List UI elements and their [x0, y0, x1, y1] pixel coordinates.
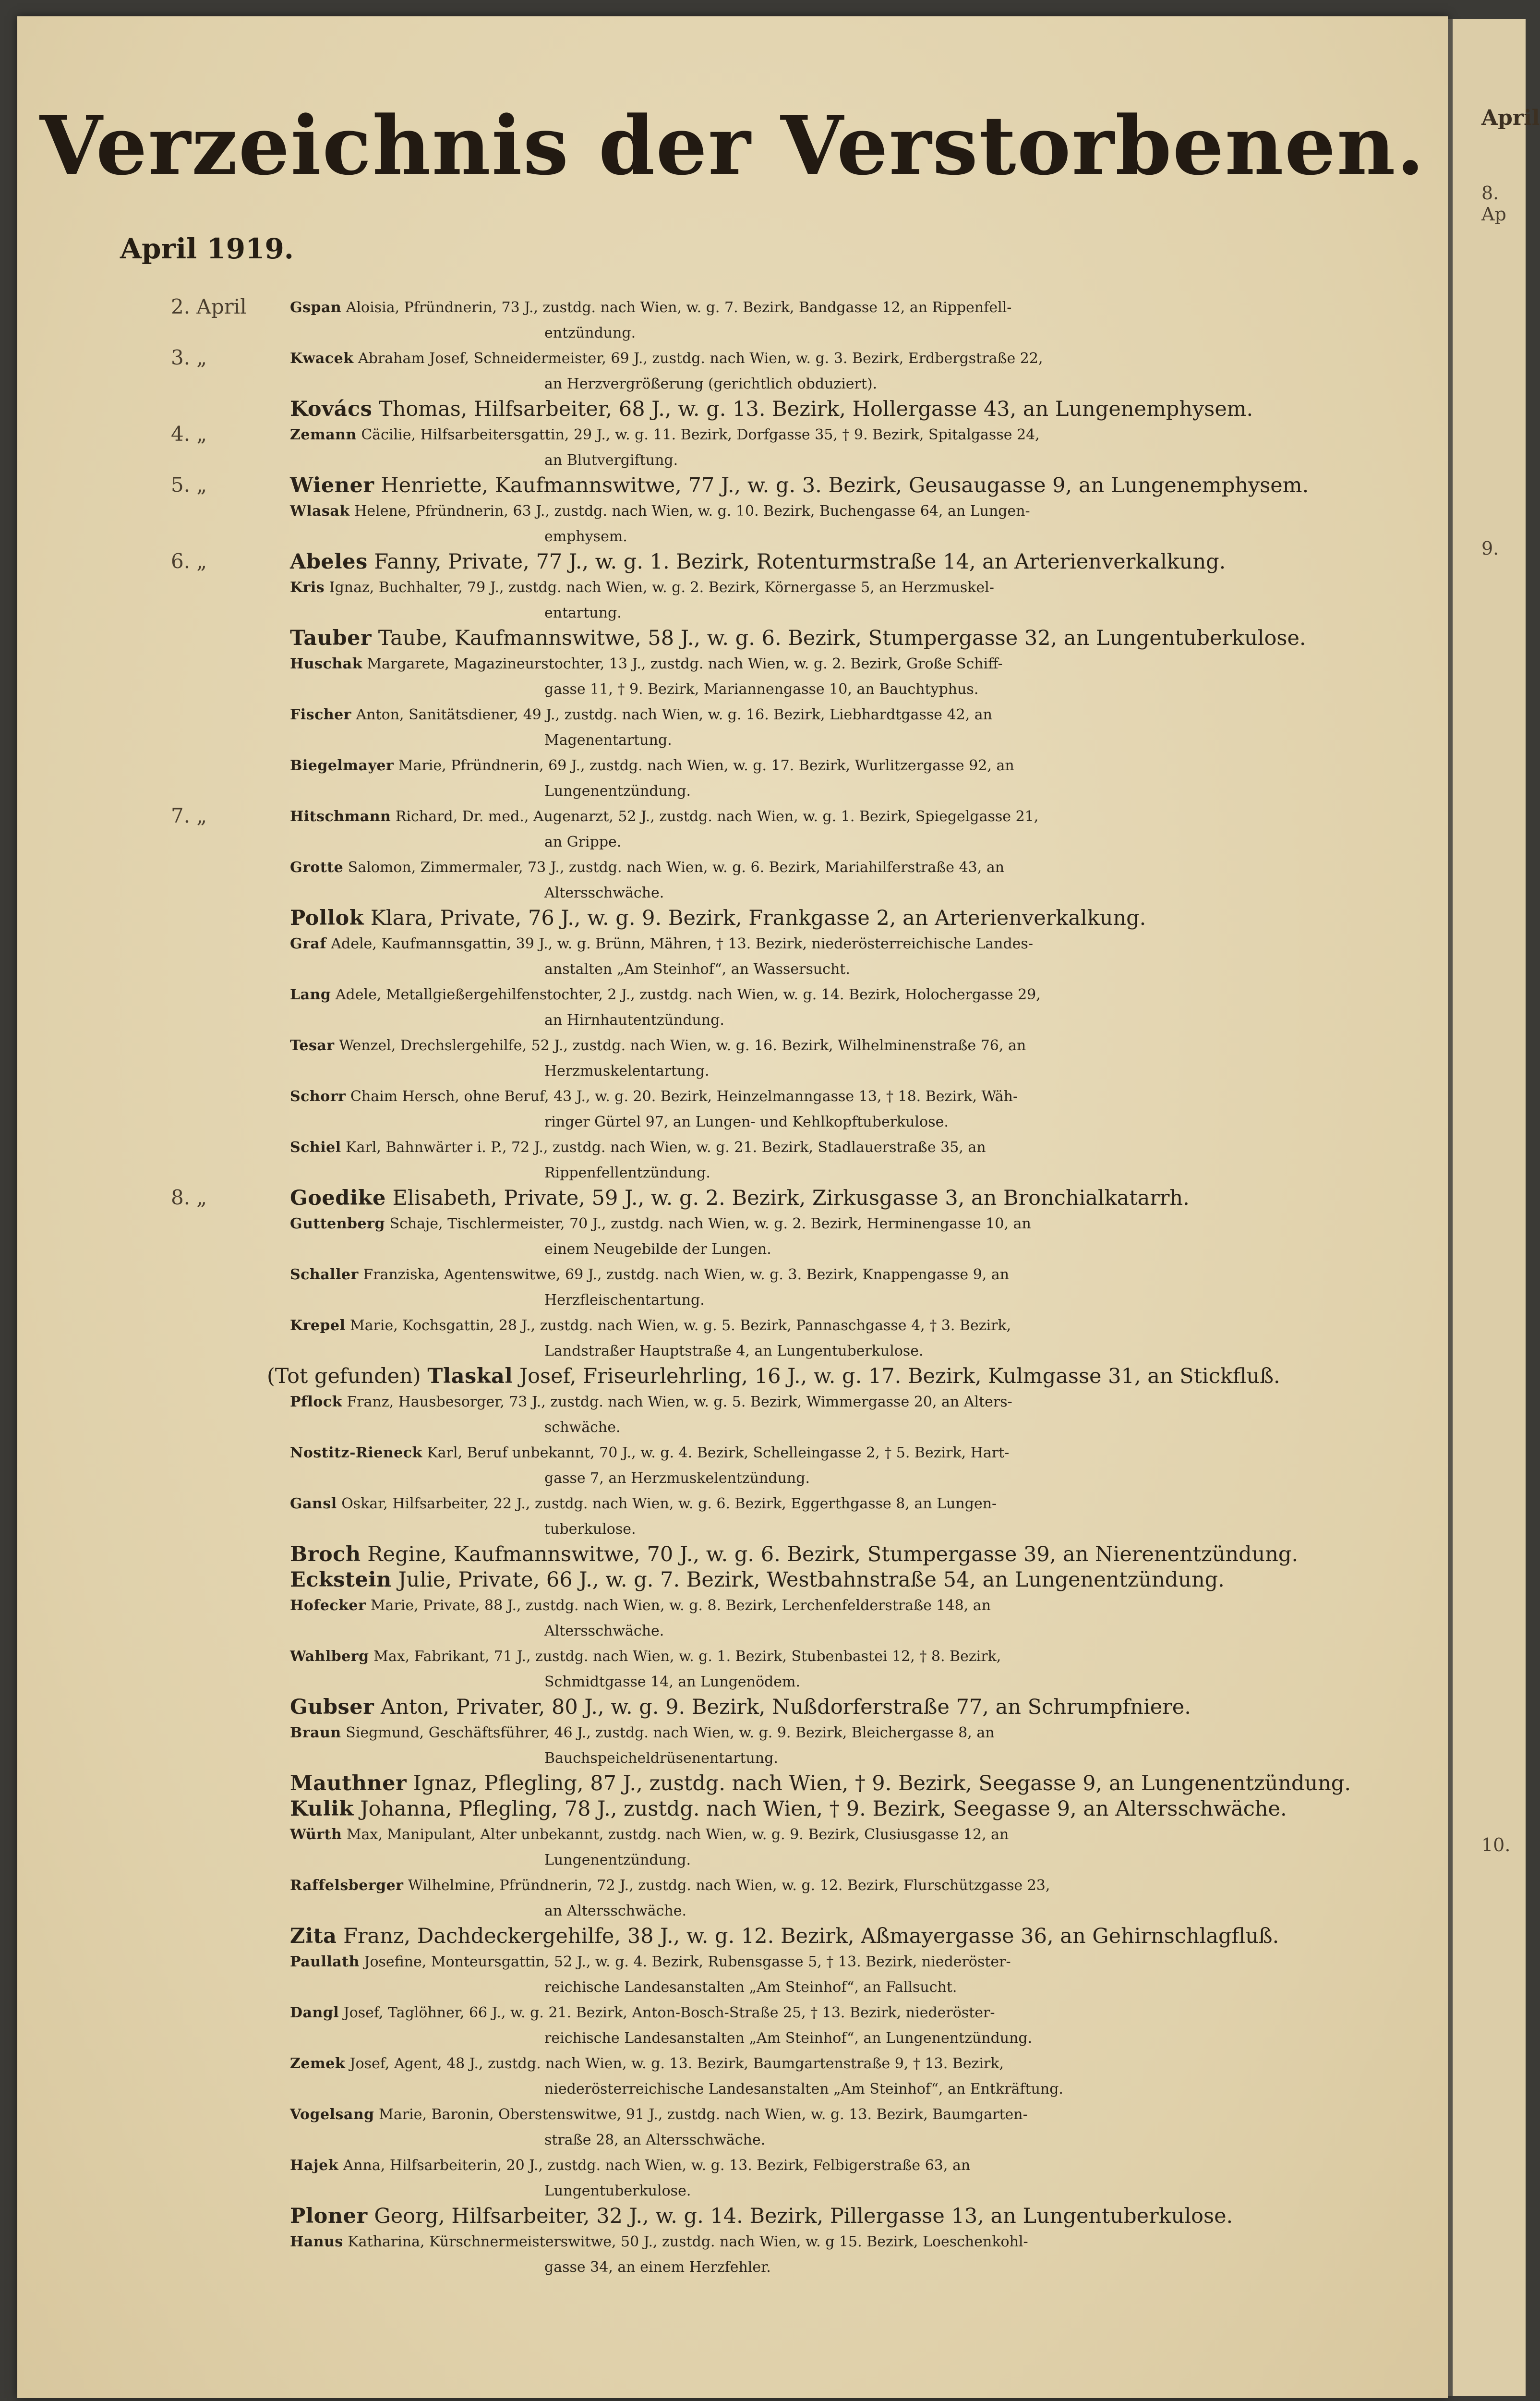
entry-continuation: reichische Landesanstalten „Am Steinhof“, an Lungenentzündung. [544, 2030, 1033, 2047]
deceased-surname: Würth [290, 1826, 342, 1843]
entry-prefix: (Tot gefunden) [267, 1364, 421, 1388]
entry-date: 5. „ [171, 473, 207, 497]
register-entry [290, 575, 1437, 626]
deceased-surname: Wiener [290, 473, 374, 497]
entry-details: Johanna, Pflegling, 78 J., zustdg. nach Wien, † 9. Bezirk, Seegasse 9, an Altersschwäche. [360, 1797, 1287, 1821]
entry-details: Wilhelmine, Pfründnerin, 72 J., zustdg. nach Wien, w. g. 12. Bezirk, Flurschützgasse 23, [408, 1877, 1050, 1894]
entry-details: Ignaz, Buchhalter, 79 J., zustdg. nach Wien, w. g. 2. Bezirk, Körnergasse 5, an Herzmuskel- [329, 579, 994, 596]
deceased-surname: Guttenberg [290, 1215, 385, 1232]
register-entry [290, 346, 1437, 397]
entry-details: Richard, Dr. med., Augenarzt, 52 J., zustdg. nach Wien, w. g. 1. Bezirk, Spiegelgasse 21, [395, 808, 1039, 825]
deceased-surname: Tesar [290, 1037, 335, 1054]
deceased-surname: Wahlberg [290, 1648, 369, 1665]
entry-details: Fanny, Private, 77 J., w. g. 1. Bezirk, Rotenturmstraße 14, an Arterienverkalkung. [374, 550, 1226, 574]
deceased-surname: Abeles [290, 550, 368, 574]
deceased-surname: Hanus [290, 2233, 343, 2250]
deceased-surname: Braun [290, 1724, 341, 1741]
deceased-surname: Zemann [290, 426, 357, 443]
entry-continuation: gasse 7, an Herzmuskelentzündung. [544, 1470, 810, 1487]
entry-details: Henriette, Kaufmannswitwe, 77 J., w. g. 3. Bezirk, Geusaugasse 9, an Lungenemphysem. [381, 473, 1309, 497]
entry-continuation: Lungenentzündung. [544, 1852, 691, 1868]
register-entry [290, 1491, 1437, 1542]
entry-details: Katharina, Kürschnermeisterswitwe, 50 J., zustdg. nach Wien, w. g 15. Bezirk, Loeschenkohl- [348, 2233, 1028, 2250]
entry-continuation: Lungenentzündung. [544, 783, 691, 800]
register-entry [290, 1313, 1437, 1364]
entry-details: Elisabeth, Private, 59 J., w. g. 2. Bezirk, Zirkusgasse 3, an Bronchialkatarrh. [392, 1186, 1190, 1210]
entry-details: Anna, Hilfsarbeiterin, 20 J., zustdg. nach Wien, w. g. 13. Bezirk, Felbigerstraße 63, an [343, 2157, 971, 2174]
register-entry [290, 1542, 1437, 1567]
entry-details: Max, Fabrikant, 71 J., zustdg. nach Wien, w. g. 1. Bezirk, Stubenbastei 12, † 8. Bezirk, [373, 1648, 1001, 1665]
entry-details: Chaim Hersch, ohne Beruf, 43 J., w. g. 20. Bezirk, Heinzelmanngasse 13, † 18. Bezirk, Wäh- [350, 1088, 1018, 1105]
register-entry [290, 906, 1437, 931]
register-entry [290, 1771, 1437, 1796]
register-entry [290, 855, 1437, 906]
register-entry [290, 1822, 1437, 1873]
entry-continuation: emphysem. [544, 528, 627, 545]
entry-details: Josefine, Monteursgattin, 52 J., w. g. 4. Bezirk, Rubensgasse 5, † 13. Bezirk, niederöster- [364, 1953, 1011, 1970]
month-heading: April 1919. [120, 232, 294, 265]
register-entry [290, 1949, 1437, 2000]
register-entry [290, 804, 1437, 855]
register-entry [290, 549, 1437, 575]
entry-details: Marie, Kochsgattin, 28 J., zustdg. nach Wien, w. g. 5. Bezirk, Pannaschgasse 4, † 3. Bezirk, [349, 1317, 1011, 1334]
deceased-surname: Huschak [290, 655, 362, 672]
deceased-surname: Paullath [290, 1953, 360, 1970]
register-entry [290, 1720, 1437, 1771]
entry-continuation: ringer Gürtel 97, an Lungen- und Kehlkopftuberkulose. [544, 1114, 949, 1130]
entry-details: Josef, Agent, 48 J., zustdg. nach Wien, w. g. 13. Bezirk, Baumgartenstraße 9, † 13. Bezirk, [349, 2055, 1004, 2072]
entry-continuation: Herzfleischentartung. [544, 1292, 705, 1309]
register-entry [290, 1796, 1437, 1822]
register-entry [290, 2153, 1437, 2204]
entry-continuation: an Grippe. [544, 834, 622, 850]
entry-details: Josef, Taglöhner, 66 J., w. g. 21. Bezirk, Anton-Bosch-Straße 25, † 13. Bezirk, niederöster- [343, 2004, 995, 2021]
entry-continuation: an Blutvergiftung. [544, 452, 678, 469]
entry-details: Karl, Bahnwärter i. P., 72 J., zustdg. nach Wien, w. g. 21. Bezirk, Stadlauerstraße 35, an [346, 1139, 986, 1156]
entry-continuation: entzündung. [544, 325, 636, 341]
register-entry [290, 1695, 1437, 1720]
entry-date: 8. „ [171, 1186, 207, 1209]
adjacent-page-heading: April [1481, 106, 1540, 130]
deceased-surname: Gspan [290, 299, 342, 316]
register-entry [290, 1135, 1437, 1186]
entry-date: 4. „ [171, 422, 207, 446]
entry-details: Anton, Privater, 80 J., w. g. 9. Bezirk, Nußdorferstraße 77, an Schrumpfniere. [380, 1695, 1191, 1719]
deceased-surname: Grotte [290, 859, 344, 876]
register-entry [290, 1084, 1437, 1135]
register-entry [290, 2102, 1437, 2153]
adjacent-page-edge [1448, 19, 1540, 2396]
entry-details: Karl, Beruf unbekannt, 70 J., w. g. 4. Bezirk, Schelleingasse 2, † 5. Bezirk, Hart- [427, 1444, 1010, 1461]
entry-continuation: an Altersschwäche. [544, 1903, 687, 1919]
register-entry [290, 1440, 1437, 1491]
deceased-surname: Kwacek [290, 350, 354, 367]
deceased-surname: Raffelsberger [290, 1877, 404, 1894]
adjacent-page-date: 8. Ap [1481, 182, 1506, 225]
deceased-surname: Schorr [290, 1088, 346, 1105]
entry-date: 6. „ [171, 549, 207, 573]
entry-continuation: einem Neugebilde der Lungen. [544, 1241, 771, 1258]
deceased-surname: Krepel [290, 1317, 346, 1334]
entry-details: Taube, Kaufmannswitwe, 58 J., w. g. 6. Bezirk, Stumpergasse 32, an Lungentuberkulose. [378, 626, 1306, 650]
adjacent-page-date: 10. [1481, 1834, 1511, 1855]
deceased-surname: Zemek [290, 2055, 346, 2072]
entry-details: Siegmund, Geschäftsführer, 46 J., zustdg. nach Wien, w. g. 9. Bezirk, Bleichergasse 8, an [346, 1724, 995, 1741]
entry-details: Anton, Sanitätsdiener, 49 J., zustdg. nach Wien, w. g. 16. Bezirk, Liebhardtgasse 42, an [356, 706, 992, 723]
entry-details: Klara, Private, 76 J., w. g. 9. Bezirk, Frankgasse 2, an Arterienverkalkung. [370, 906, 1146, 930]
entry-details: Aloisia, Pfründnerin, 73 J., zustdg. nach Wien, w. g. 7. Bezirk, Bandgasse 12, an Rippenfell- [346, 299, 1012, 316]
entry-continuation: Rippenfellentzündung. [544, 1164, 710, 1181]
register-entry [290, 1389, 1437, 1440]
entry-continuation: schwäche. [544, 1419, 621, 1436]
entry-continuation: tuberkulose. [544, 1521, 636, 1538]
deceased-surname: Hofecker [290, 1597, 366, 1614]
entry-details: Adele, Kaufmannsgattin, 39 J., w. g. Brünn, Mähren, † 13. Bezirk, niederösterreichische Landes- [331, 935, 1033, 952]
register-entry [290, 1262, 1437, 1313]
deceased-surname: Schaller [290, 1266, 359, 1283]
deceased-surname: Kris [290, 579, 325, 596]
entry-continuation: anstalten „Am Steinhof“, an Wassersucht. [544, 961, 850, 978]
entry-continuation: Lungentuberkulose. [544, 2183, 691, 2199]
entry-continuation: niederösterreichische Landesanstalten „Am Steinhof“, an Entkräftung. [544, 2081, 1063, 2098]
entry-continuation: Magenentartung. [544, 732, 672, 749]
entry-details: Oskar, Hilfsarbeiter, 22 J., zustdg. nach Wien, w. g. 6. Bezirk, Eggerthgasse 8, an Lungen- [341, 1495, 997, 1512]
deceased-surname: Mauthner [290, 1771, 407, 1795]
entry-details: Cäcilie, Hilfsarbeitersgattin, 29 J., w. g. 11. Bezirk, Dorfgasse 35, † 9. Bezirk, Spitalgasse 24, [361, 426, 1040, 443]
entry-details: Helene, Pfründnerin, 63 J., zustdg. nach Wien, w. g. 10. Bezirk, Buchengasse 64, an Lungen- [354, 503, 1030, 520]
deceased-surname: Wlasak [290, 503, 350, 520]
register-entry [290, 295, 1437, 346]
entry-continuation: Schmidtgasse 14, an Lungenödem. [544, 1673, 800, 1690]
entry-continuation: Altersschwäche. [544, 885, 664, 901]
deceased-surname: Dangl [290, 2004, 339, 2021]
register-entry [290, 473, 1437, 498]
register-entry [290, 2000, 1437, 2051]
register-entry [290, 2229, 1437, 2280]
entry-continuation: gasse 11, † 9. Bezirk, Mariannengasse 10, an Bauchtyphus. [544, 681, 979, 698]
deceased-surname: Hajek [290, 2157, 339, 2174]
entry-details: Thomas, Hilfsarbeiter, 68 J., w. g. 13. Bezirk, Hollergasse 43, an Lungenemphysem. [379, 397, 1253, 421]
entry-details: Georg, Hilfsarbeiter, 32 J., w. g. 14. Bezirk, Pillergasse 13, an Lungentuberkulose. [374, 2204, 1233, 2228]
register-entry [290, 1033, 1437, 1084]
adjacent-page-date: 9. [1481, 538, 1499, 559]
entry-date: 3. „ [171, 346, 207, 369]
register-entry [267, 1364, 1414, 1389]
deceased-surname: Ploner [290, 2204, 368, 2228]
register-entry [290, 1644, 1437, 1695]
register-entry [290, 753, 1437, 804]
register-entry [290, 931, 1437, 982]
register-entry [290, 1873, 1437, 1924]
register-entry [290, 651, 1437, 702]
register-entry [290, 982, 1437, 1033]
entry-continuation: reichische Landesanstalten „Am Steinhof“, an Fallsucht. [544, 1979, 957, 1996]
deceased-surname: Tauber [290, 626, 372, 650]
entry-date: 2. April [171, 295, 247, 318]
entry-details: Marie, Pfründnerin, 69 J., zustdg. nach Wien, w. g. 17. Bezirk, Wurlitzergasse 92, an [398, 757, 1014, 774]
entry-details: Franz, Hausbesorger, 73 J., zustdg. nach Wien, w. g. 5. Bezirk, Wimmergasse 20, an Alters- [347, 1394, 1012, 1410]
entry-continuation: Landstraßer Hauptstraße 4, an Lungentuberkulose. [544, 1343, 924, 1359]
page-title: Verzeichnis der Verstorbenen. [39, 98, 1426, 193]
register-entry [290, 397, 1437, 422]
register-entry [290, 702, 1437, 753]
deceased-surname: Tlaskal [427, 1364, 513, 1388]
deceased-surname: Pflock [290, 1394, 342, 1410]
document-page [17, 16, 1448, 2398]
deceased-surname: Graf [290, 935, 326, 952]
entry-details: Marie, Baronin, Oberstenswitwe, 91 J., zustdg. nach Wien, w. g. 13. Bezirk, Baumgarten- [379, 2106, 1028, 2123]
entry-details: Josef, Friseurlehrling, 16 J., w. g. 17. Bezirk, Kulmgasse 31, an Stickfluß. [519, 1364, 1280, 1388]
deceased-surname: Kovács [290, 397, 373, 421]
entry-continuation: entartung. [544, 605, 622, 621]
entry-continuation: straße 28, an Altersschwäche. [544, 2132, 766, 2148]
entry-details: Salomon, Zimmermaler, 73 J., zustdg. nach Wien, w. g. 6. Bezirk, Mariahilferstraße 43, an [348, 859, 1005, 876]
deceased-surname: Pollok [290, 906, 364, 930]
deceased-surname: Goedike [290, 1186, 386, 1210]
deceased-surname: Broch [290, 1542, 361, 1566]
deceased-surname: Vogelsang [290, 2106, 374, 2123]
register-entry [290, 1593, 1437, 1644]
entry-continuation: Herzmuskelentartung. [544, 1063, 710, 1079]
entry-continuation: an Hirnhautentzündung. [544, 1012, 724, 1029]
deceased-surname: Biegelmayer [290, 757, 394, 774]
deceased-surname: Kulik [290, 1797, 354, 1821]
register-entry [290, 1186, 1437, 1211]
deceased-surname: Nostitz-Rieneck [290, 1444, 422, 1461]
deceased-surname: Zita [290, 1924, 337, 1948]
entry-details: Schaje, Tischlermeister, 70 J., zustdg. nach Wien, w. g. 2. Bezirk, Herminengasse 10, an [389, 1215, 1031, 1232]
entry-details: Adele, Metallgießergehilfenstochter, 2 J., zustdg. nach Wien, w. g. 14. Bezirk, Holochergasse 29, [335, 986, 1041, 1003]
deceased-surname: Hitschmann [290, 808, 391, 825]
register-entry [290, 1567, 1437, 1593]
register-entry [290, 626, 1437, 651]
entry-continuation: gasse 34, an einem Herzfehler. [544, 2259, 771, 2276]
entry-continuation: an Herzvergrößerung (gerichtlich obduziert). [544, 376, 878, 392]
entry-details: Abraham Josef, Schneidermeister, 69 J., zustdg. nach Wien, w. g. 3. Bezirk, Erdbergstraße 22, [358, 350, 1043, 367]
entry-details: Julie, Private, 66 J., w. g. 7. Bezirk, Westbahnstraße 54, an Lungenentzündung. [398, 1568, 1225, 1592]
register-entry [290, 422, 1437, 473]
deceased-surname: Lang [290, 986, 331, 1003]
entry-details: Franziska, Agentenswitwe, 69 J., zustdg. nach Wien, w. g. 3. Bezirk, Knappengasse 9, an [363, 1266, 1010, 1283]
deceased-surname: Schiel [290, 1139, 341, 1156]
register-entry [290, 2204, 1437, 2229]
entry-details: Wenzel, Drechslergehilfe, 52 J., zustdg. nach Wien, w. g. 16. Bezirk, Wilhelminenstraße 76, an [339, 1037, 1026, 1054]
entry-details: Marie, Private, 88 J., zustdg. nach Wien, w. g. 8. Bezirk, Lerchenfelderstraße 148, an [370, 1597, 991, 1614]
register-entry [290, 1211, 1437, 1262]
entry-details: Max, Manipulant, Alter unbekannt, zustdg. nach Wien, w. g. 9. Bezirk, Clusiusgasse 12, an [346, 1826, 1009, 1843]
entry-details: Franz, Dachdeckergehilfe, 38 J., w. g. 12. Bezirk, Aßmayergasse 36, an Gehirnschlagfluß. [343, 1924, 1279, 1948]
entry-continuation: Bauchspeicheldrüsenentartung. [544, 1750, 778, 1767]
entry-details: Regine, Kaufmannswitwe, 70 J., w. g. 6. Bezirk, Stumpergasse 39, an Nierenentzündung. [367, 1542, 1299, 1566]
entry-details: Margarete, Magazineurstochter, 13 J., zustdg. nach Wien, w. g. 2. Bezirk, Große Schiff- [367, 655, 1003, 672]
entry-date: 7. „ [171, 804, 207, 827]
entry-details: Ignaz, Pflegling, 87 J., zustdg. nach Wien, † 9. Bezirk, Seegasse 9, an Lungenentzündung. [413, 1771, 1351, 1795]
deceased-surname: Gansl [290, 1495, 337, 1512]
deceased-surname: Fischer [290, 706, 352, 723]
register-entry [290, 498, 1437, 549]
register-entry [290, 1924, 1437, 1949]
entry-continuation: Altersschwäche. [544, 1623, 664, 1639]
deceased-surname: Gubser [290, 1695, 374, 1719]
deceased-surname: Eckstein [290, 1568, 392, 1592]
register-entry [290, 2051, 1437, 2102]
